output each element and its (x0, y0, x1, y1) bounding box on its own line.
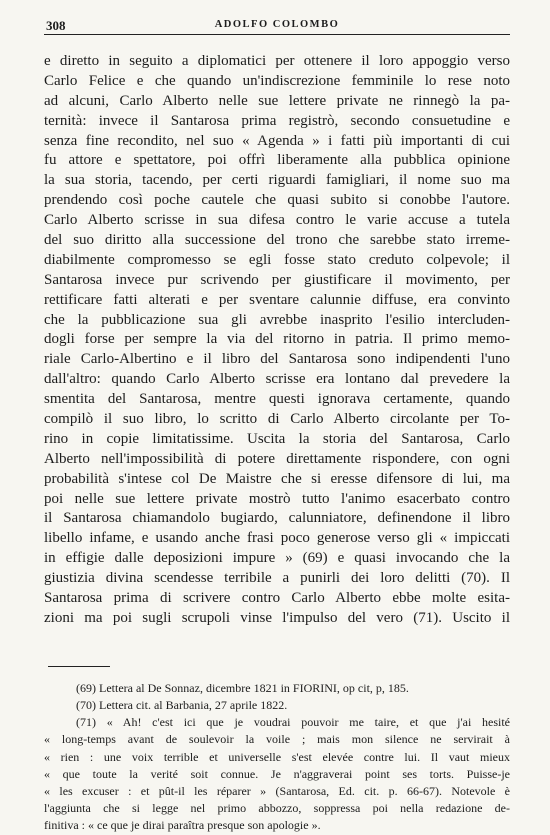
body-line: e diretto in seguito a diplomatici per ottenere il loro appoggio verso (44, 53, 510, 69)
body-line: rettificare fatti alterati e per sventare calunnie diffuse, era convinto (44, 291, 510, 308)
body-line: Carlo Alberto scrisse in sua difesa contro le varie accuse a tutela (44, 212, 510, 229)
body-line: diabilmente compromesso se egli fosse stato creduto colpevole; il (44, 251, 510, 268)
body-line: smentita del Santarosa, mentre questi ignorava certamente, quando (44, 391, 510, 408)
body-line: fu attore e spettatore, poi offrì liberamente alla pubblica opinione (44, 152, 510, 169)
footnotes (44, 680, 510, 835)
body-line: ad alcuni, Carlo Alberto nelle sue lettere private ne rinnegò la pa- (44, 92, 510, 109)
body-line: la sua storia, tacendo, per certi riguardi famigliari, il nome suo ma (44, 172, 510, 189)
page-number: 308 (46, 18, 66, 33)
body-line: dogli forse per sempre la via del ritorno in patria. Il primo memo- (44, 331, 510, 348)
footnote-separator (48, 666, 110, 667)
body-line: in effigie dalle deposizioni impure » (69) e quasi invocando che la (44, 550, 510, 567)
footnote-line: (69) Lettera al De Sonnaz, dicembre 1821 in FIORINI, op cit, p, 185. (76, 680, 409, 695)
body-line: dall'altro: quando Carlo Alberto scrisse era lontano dal prevedere la (44, 371, 510, 388)
footnote-line: (70) Lettera cit. al Barbania, 27 aprile 1822. (76, 698, 288, 713)
footnote-line: « long-temps avant de soulevoir la voile ; mais mon silence ne servirait à (44, 732, 510, 747)
footnote-line: « rien : une voix terrible et universelle s'est elevée contre lui. Il vaut mieux (44, 749, 510, 764)
body-line: libello infame, e usando anche frasi poco generose verso gli « impiccati (44, 530, 510, 547)
footnote-line: « les excuser : et pût-il les réparer » (Santarosa, Ed. cit. p. 66-67). Notevole è (44, 783, 510, 798)
running-title: ADOLFO COLOMBO (214, 19, 340, 30)
body-line: senza fine recondito, nel suo « Agenda » i fatti più importanti di cui (44, 132, 510, 149)
footnote-line: finitiva : « ce que je dirai paraîtra presque son apologie ». (44, 818, 321, 833)
footnote-line: (71) « Ah! c'est ici que je voudrai pouvoir me taire, et que j'ai hesité (76, 715, 510, 730)
body-line: zioni ma poi sugli scrupoli vinse l'impulso del vero (71). Uscito il (44, 609, 510, 626)
body-line: rino in copie limitatissime. Uscita la storia del Santarosa, Carlo (44, 430, 510, 447)
body-line: Santarosa invece pur scrivendo per giustificare il movimento, per (44, 271, 510, 288)
body-line: compilò il suo libro, lo scritto di Carlo Alberto circolante per To- (44, 411, 510, 428)
body-line: Alberto nell'impossibilità di potere direttamente rispondere, con ogni (44, 450, 510, 467)
page-header (44, 14, 510, 35)
body-line: giustizia divina scendesse terribile a punirli dei loro delitti (70). Il (44, 570, 510, 587)
body-line: riale Carlo-Albertino e il libro del Santarosa sono indipendenti l'uno (44, 351, 510, 368)
body-text (44, 52, 510, 629)
body-line: prendendo così poche cautele che quasi subito si conobbe l'autore. (44, 192, 510, 209)
body-line: poi nelle sue lettere private mostrò tutto l'animo esacerbato contro (44, 490, 510, 507)
footnote-line: « que toute la verité soit connue. Je n'aggraverai point ses torts. Puisse-je (44, 766, 510, 781)
body-line: del suo diritto alla successione del trono che sarebbe stato irreme- (44, 232, 510, 249)
body-line: che la pubblicazione sua gli avrebbe inasprito l'esilio intercluden- (44, 311, 510, 328)
body-line: il Santarosa chiamandolo bugiardo, calunniatore, definendone il libro (44, 510, 510, 527)
body-line: Santarosa prima di scrivere contro Carlo Alberto ebbe molte esita- (44, 590, 510, 607)
body-line: probabilità s'intese col De Maistre che si eresse difensore di lui, ma (44, 470, 510, 487)
footnote-line: l'aggiunta che si legge nel primo abbozzo, soppressa poi nella redazione de- (44, 801, 510, 816)
body-line: Carlo Felice e che quando un'indiscrezione femminile lo rese noto (44, 72, 510, 89)
body-line: ternità: invece il Santarosa prima registrò, secondo consuetudine e (44, 112, 510, 129)
